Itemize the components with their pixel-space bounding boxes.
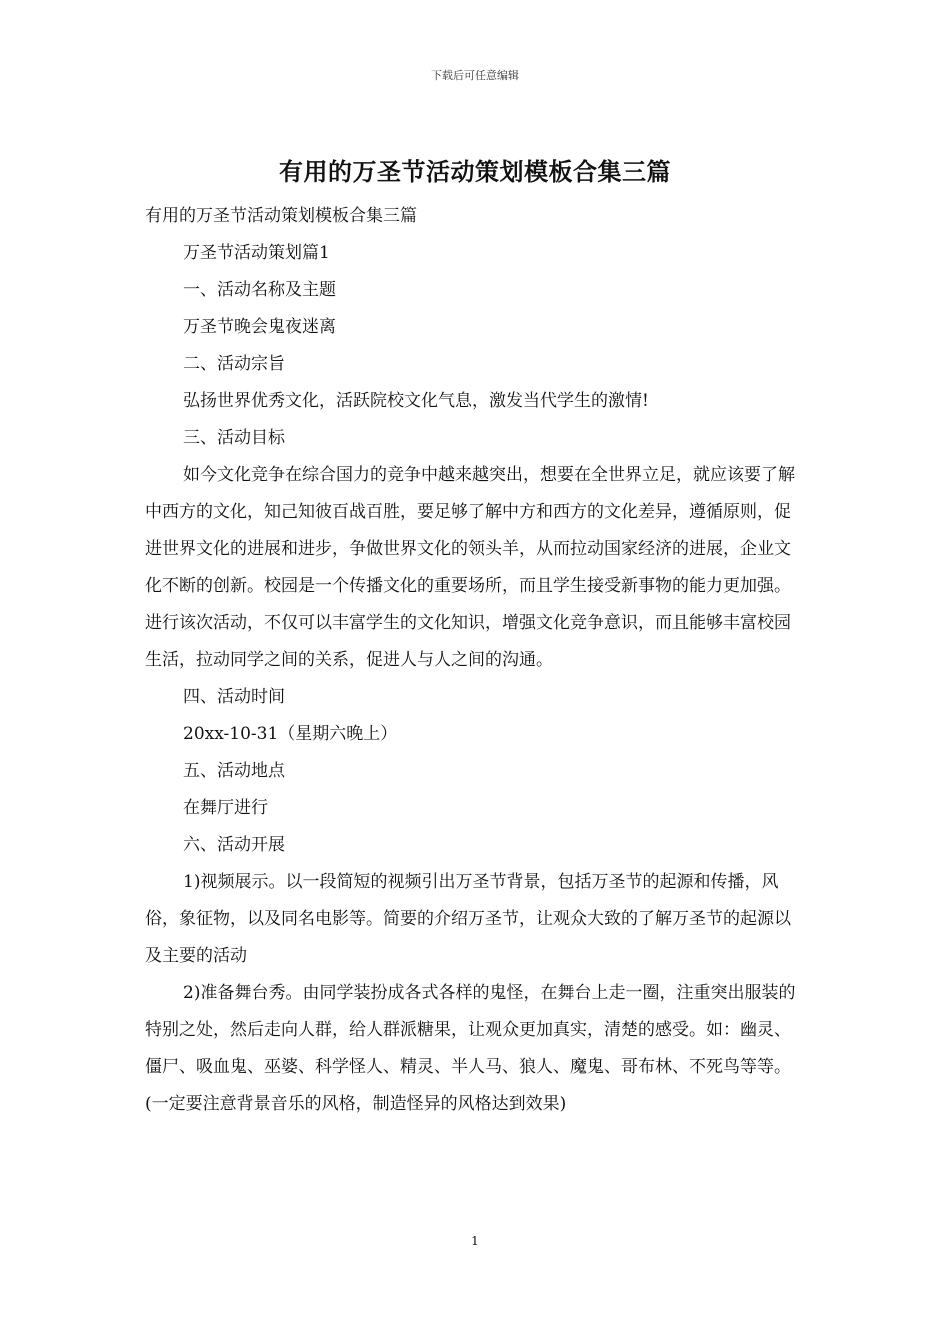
section-heading: 五、活动地点 xyxy=(183,761,285,781)
body-paragraph: 如今文化竞争在综合国力的竞争中越来越突出，想要在全世界立足，就应该要了解中西方的文化，知己知彼百战百胜，要足够了解中方和西方的文化差异，遵循原则，促进世界文化的进展和进步，争做世界文化的领头羊，从而拉动国家经济的进展，企业文化不断的创新。校园是一个传播文化的重要场所，而且学生接受新事物的能力更加强。进行该次活动，不仅可以丰富学生的文化知识，增强文化竞争意识，而且能够丰富校园生活，拉动同学之间的关系，促进人与人之间的沟通。 xyxy=(145,465,795,670)
body-paragraph: 弘扬世界优秀文化，活跃院校文化气息，激发当代学生的激情! xyxy=(183,391,649,411)
subtitle-paragraph: 有用的万圣节活动策划模板合集三篇 xyxy=(145,206,417,226)
page-number: 1 xyxy=(471,1234,479,1248)
section-heading: 万圣节活动策划篇1 xyxy=(183,243,330,263)
section-heading: 一、活动名称及主题 xyxy=(183,280,336,300)
document-title: 有用的万圣节活动策划模板合集三篇 xyxy=(279,157,671,186)
body-paragraph: 2)准备舞台秀。由同学装扮成各式各样的鬼怪，在舞台上走一圈，注重突出服装的特别之处，然后走向人群，给人群派糖果，让观众更加真实，清楚的感受。如：幽灵、僵尸、吸血鬼、巫婆、科学怪人、精灵、半人马、狼人、魔鬼、哥布林、不死鸟等等。(一定要注意背景音乐的风格，制造怪异的风格达到效果) xyxy=(145,983,796,1114)
header-note: 下载后可任意编辑 xyxy=(431,69,519,82)
section-heading: 四、活动时间 xyxy=(183,687,285,707)
section-heading: 六、活动开展 xyxy=(183,835,285,855)
body-paragraph: 20xx-10-31（星期六晚上） xyxy=(183,724,398,744)
section-heading: 二、活动宗旨 xyxy=(183,354,285,374)
document-body xyxy=(145,198,807,1123)
body-paragraph: 在舞厅进行 xyxy=(183,798,268,818)
body-paragraph: 1)视频展示。以一段简短的视频引出万圣节背景，包括万圣节的起源和传播，风俗，象征物，以及同名电影等。简要的介绍万圣节，让观众大致的了解万圣节的起源以及主要的活动 xyxy=(145,872,791,966)
body-paragraph: 万圣节晚会鬼夜迷离 xyxy=(183,317,336,337)
section-heading: 三、活动目标 xyxy=(183,428,285,448)
